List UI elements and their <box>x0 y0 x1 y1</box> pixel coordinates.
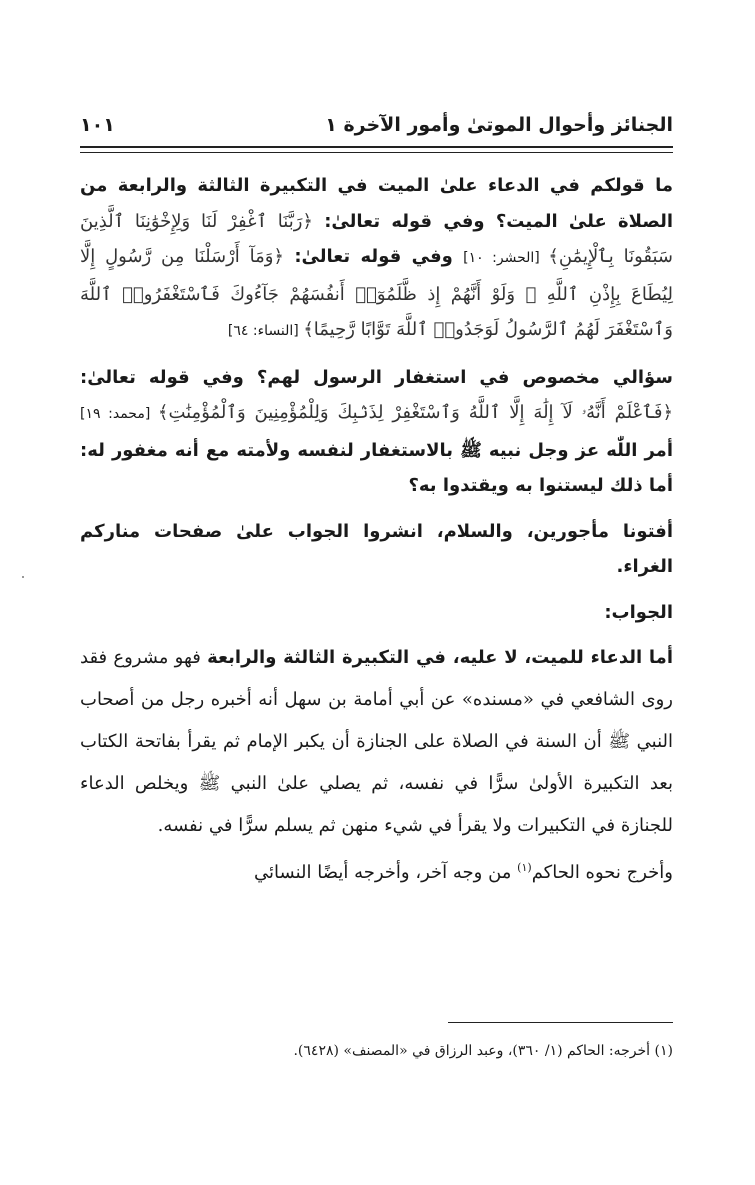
header-rule-thin <box>80 152 673 153</box>
question-text: وفي قوله تعالىٰ: <box>283 246 464 267</box>
verse-reference: [الحشر: ١٠] <box>463 250 549 266</box>
question-text: أمر اللّٰه عز وجل نبيه ﷺ بالاستغفار لنفسه ولأمته مع أنه مغفور له: أما ذلك ليستنوا به ويقتدوا به؟ <box>80 439 673 496</box>
question-paragraph-2 <box>80 360 673 504</box>
answer-emphasis: أما الدعاء للميت، لا عليه، في التكبيرة الثالثة والرابعة <box>207 646 673 668</box>
page-number: ١٠١ <box>80 114 115 136</box>
verse-reference: [النساء: ٦٤] <box>227 323 304 339</box>
question-text: سؤالي مخصوص في استغفار الرسول لهم؟ وفي قوله تعالىٰ: <box>80 366 673 388</box>
footnote: (١) أخرجه: الحاكم (١/ ٣٦٠)، وعبد الرزاق في «المصنف» (٦٤٢٨). <box>293 1043 673 1059</box>
answer-paragraph-1 <box>80 637 673 847</box>
answer-heading: الجواب: <box>604 601 673 623</box>
page-body <box>80 168 673 894</box>
footnote-rule <box>448 1022 673 1023</box>
question-paragraph-3: أفتونا مأجورين، والسلام، انشروا الجواب علىٰ صفحات مناركم الغراء. <box>80 520 673 577</box>
answer-paragraph-2 <box>80 847 673 894</box>
question-text: ما قولكم في الدعاء علىٰ الميت في التكبيرة الثالثة والرابعة من الصلاة علىٰ الميت؟ وفي قوله تعالىٰ: <box>80 175 674 232</box>
quran-verse: ﴿وَمَآ أَرْسَلْنَا مِن رَّسُولٍ إِلَّا لِيُطَاعَ بِإِذْنِ ٱللَّهِ ۚ وَلَوْ أَنَّهُمْ إِذ ظَّلَمُوٓا۟ أَنفُسَهُمْ جَآءُوكَ فَٱسْتَغْفَرُوا۟ ٱللَّهَ وَٱسْتَغْفَرَ لَهُمُ ٱلرَّسُولُ لَوَجَدُوا۟ ٱللَّهَ تَوَّابًا رَّحِيمًا﴾ <box>80 246 673 340</box>
answer-text: من وجه آخر، وأخرجه أيضًا النسائي <box>254 861 518 883</box>
answer-text: فهو مشروع فقد روى الشافعي في «مسنده» عن أبي أمامة بن سهل أنه أخبره رجل من أصحاب النبي ﷺ أن السنة في الصلاة على الجنازة أن يكبر الإمام ثم يقرأ بفاتحة الكتاب بعد التكبيرة الأولىٰ سرًّا في نفسه، ثم يصلي علىٰ النبي ﷺ ويخلص الدعاء للجنازة في التكبيرات ولا يقرأ في شيء منهن ثم يسلم سرًّا في نفسه. <box>80 646 673 836</box>
quran-verse: ﴿رَبَّنَا ٱغْفِرْ لَنَا وَلِإِخْوَٰنِنَا ٱلَّذِينَ سَبَقُونَا بِٱلْإِيمَٰنِ﴾ <box>80 210 673 267</box>
header-rule-thick <box>80 146 673 148</box>
running-header <box>80 110 673 140</box>
running-title: الجنائز وأحوال الموتىٰ وأمور الآخرة ١ <box>325 114 673 136</box>
verse-reference: [محمد: ١٩] <box>80 406 158 422</box>
footnote-marker: (١) <box>517 860 532 874</box>
quran-verse: ﴿فَٱعْلَمْ أَنَّهُۥ لَآ إِلَٰهَ إِلَّا ٱللَّهُ وَٱسْتَغْفِرْ لِذَنۢبِكَ وَلِلْمُؤْمِنِينَ وَٱلْمُؤْمِنَٰتِ﴾ <box>157 402 674 423</box>
question-paragraph-1 <box>80 168 673 350</box>
margin-speck <box>22 576 24 578</box>
answer-text: وأخرج نحوه الحاكم <box>531 861 673 883</box>
